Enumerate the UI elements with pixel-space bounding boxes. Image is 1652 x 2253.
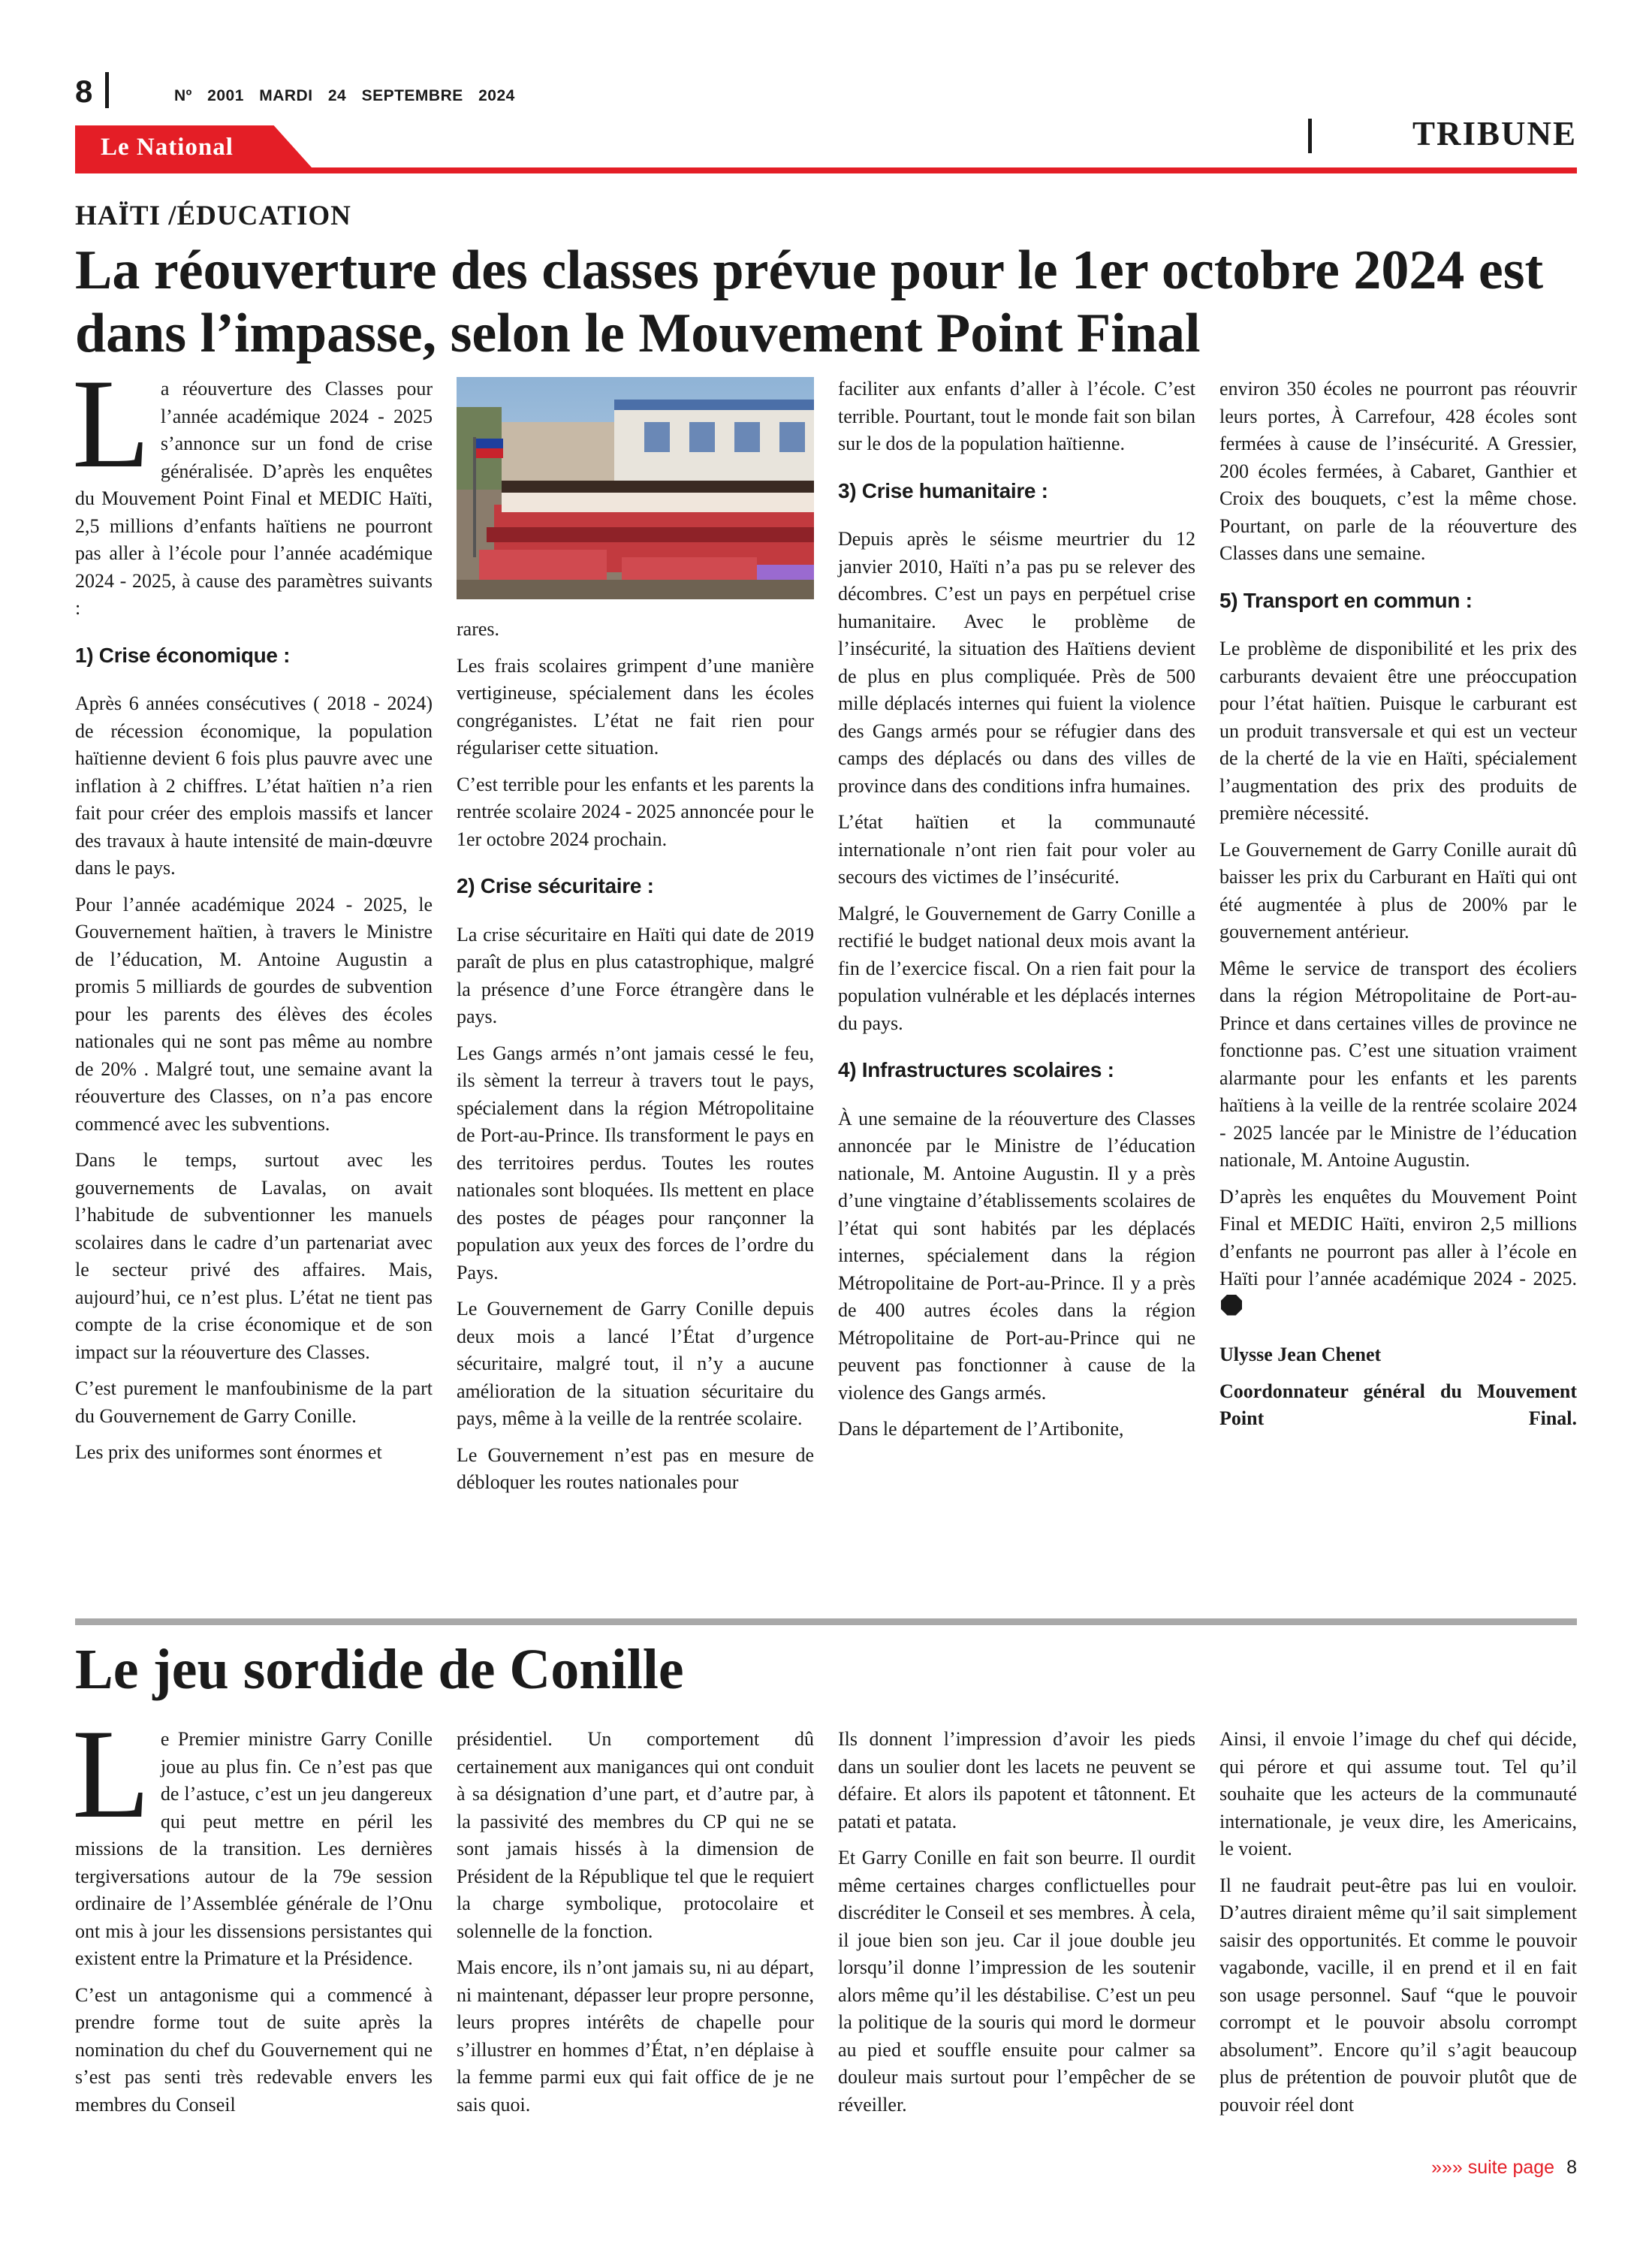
paragraph: Et Garry Conille en fait son beurre. Il ourdit même certaines charges conflictuelles pour discréditer le Conseil et ses membres. À cela, il joue bien son jeu. Car il joue double jeu lorsqu’il donne l’impression de les soutenir alors même qu’il les déstabilise. C’est un peu la politique de la souris qui mord le dormeur au pied et souffle ensuite pour calmer sa douleur mais surtout pour l’empêcher de se réveiller. xyxy=(838,1847,1195,2116)
paragraph: présidentiel. Un comportement dû certainement aux manigances qui ont conduit à sa désignation d’une part, et d’autre par, à la passivité des membres du CP qui ne se sont jamais hissés à la dimension de Président de la République tel que le requiert la charge symbolique, protocolaire et solennelle de la fonction. xyxy=(457,1728,814,1942)
paragraph: Ils donnent l’impression d’avoir les pieds dans un soulier dont les lacets ne peuvent se défaire. Et alors ils papotent et tâtonnent. Et patati et patata. xyxy=(838,1728,1195,1832)
article2-column-1 xyxy=(72,1703,433,2128)
issue-line: Nº 2001 MARDI 24 SEPTEMBRE 2024 xyxy=(174,87,515,104)
paragraph: Dans le temps, surtout avec les gouvernements de Lavalas, on avait l’habitude de subventionner les manuels scolaires dans le cadre d’un partenariat avec le secteur privé des affaires. Mais, aujourd’hui, ce n’est plus. L’état ne tient pas compte de la crise économique et de son impact sur la réouverture des Classes. xyxy=(75,1149,433,1363)
paragraph: Les frais scolaires grimpent d’une manière vertigineuse, spécialement dans les écoles congréganistes. L’état ne fait rien pour régulariser cette situation. xyxy=(457,654,814,759)
article2-column-3 xyxy=(838,1726,1195,2128)
paragraph: C’est purement le manfoubinisme de la part du Gouvernement de Garry Conille. xyxy=(75,1377,433,1427)
page-number-divider xyxy=(105,72,109,108)
paragraph: rares. xyxy=(457,618,500,640)
paragraph: C’est terrible pour les enfants et les parents la rentrée scolaire 2024 - 2025 annoncée pour le 1er octobre 2024 prochain. xyxy=(457,773,814,850)
article-headline: La réouverture des classes prévue pour le 1er octobre 2024 est dans l’impasse, selon le Mouvement Point Final xyxy=(75,240,1544,364)
section-heading: 5) Transport en commun : xyxy=(1219,588,1473,612)
article-kicker: HAÏTI /ÉDUCATION xyxy=(75,201,351,231)
section-heading: 3) Crise humanitaire : xyxy=(838,478,1048,502)
continued-link[interactable] xyxy=(1431,2157,1577,2179)
paragraph: Depuis après le séisme meurtrier du 12 janvier 2010, Haïti n’a pas pu se relever des décombres. C’est un pays en perpétuel crise humanitaire. Avec le problème de l’insécurité, la situation des Haïtiens devient de plus en plus compliquée. Près de 500 mille déplacés internes qui fuient la violence des Gangs armés pour se réfugier dans des camps des déplacés ou dans des villes de province dans des conditions infra humaines. xyxy=(838,528,1195,797)
paragraph: Le Gouvernement n’est pas en mesure de débloquer les routes nationales pour xyxy=(457,1443,814,1493)
paragraph: Ainsi, il envoie l’image du chef qui décide, qui pérore et qui assume tout. Tel qu’il souhaite que les acteurs de la communauté internationale, je veux dire, les Americains, le voient. xyxy=(1219,1728,1577,1859)
article1-column-3 xyxy=(838,376,1195,1452)
article1-column-4 xyxy=(1219,376,1577,1442)
paragraph: L’état haïtien et la communauté internationale n’ont rien fait pour voler au secours des victimes de l’insécurité. xyxy=(838,811,1195,888)
paragraph: Pour l’année académique 2024 - 2025, le Gouvernement haïtien, à travers le Ministre de l’éducation, M. Antoine Augustin a promis 5 milliards de gourdes de subvention pour les parents des élèves des écoles nationales qui ne sont pas même au nombre de 20% . Malgré tout, une semaine avant la réouverture des Classes, on n’a pas encore commencé avec les subventions. xyxy=(75,893,433,1135)
paragraph: Le Gouvernement de Garry Conille depuis deux mois a lancé l’État d’urgence sécuritaire, malgré tout, il n’y a aucune amélioration de la situation sécuritaire du pays, même à la veille de la rentrée scolaire. xyxy=(457,1298,814,1429)
paragraph: Les prix des uniformes sont énormes et xyxy=(75,1441,382,1463)
article2-column-2 xyxy=(457,1726,814,2128)
paragraph: Malgré, le Gouvernement de Garry Conille a rectifié le budget national deux mois avant la fin de l’exercice fiscal. On a rien fait pour la population vulnérable et les déplacés internes du pays. xyxy=(838,902,1195,1034)
paragraph: Même le service de transport des écoliers dans la région Métropolitaine de Port-au-Prince et dans certaines villes de province ne fonctionne pas. C’est une situation vraiment alarmante pour les enfants et les parents haïtiens à la veille de la rentrée scolaire 2024 - 2025 lancée par le Ministre de l’éducation nationale, M. Antoine Augustin. xyxy=(1219,957,1577,1171)
paragraph: Il ne faudrait peut-être pas lui en vouloir. D’autres diraient même qu’il sait simplement saisir des opportunités. Et comme le pouvoir vagabonde, vacille, il en prend et il en fait son usage personnel. Sauf “que le pouvoir corrompt et le pouvoir absolu corrompt absolument”. Encore qu’il s’agit beaucoup plus de prétention de pouvoir plutôt que de pouvoir réel dont xyxy=(1219,1874,1577,2116)
section-label: TRIBUNE xyxy=(1412,115,1577,152)
section-heading: 4) Infrastructures scolaires : xyxy=(838,1058,1114,1081)
paragraph: D’après les enquêtes du Mouvement Point Final et MEDIC Haïti, environ 2,5 millions d’enfants ne pourront pas aller à l’école en Haïti pour l’année académique 2024 - 2025. xyxy=(1219,1185,1577,1289)
paragraph: Après 6 années consécutives ( 2018 - 2024) de récession économique, la population haïtienne devient 6 fois plus pauvre avec une inflation à 2 chiffres. L’état haïtien n’a rien fait pour créer des emplois massifs et lancer des travaux à haute intensité de main-dœuvre dans le pays. xyxy=(75,692,433,879)
page-number: 8 xyxy=(75,74,93,109)
paragraph: Le problème de disponibilité et les prix des carburants devaient être une préoccupation pour l’état haïtien. Puisque le carburant est un produit transversale et qui est un vecteur de la cherté de la vie en Haïti, spécialement l’augmentation des prix des produits de première nécessité. xyxy=(1219,638,1577,824)
end-of-article-icon xyxy=(1221,1295,1242,1316)
article-intro: a réouverture des Classes pour l’année académique 2024 - 2025 s’annonce sur un fond de crise généralisée. D’après les enquêtes du Mouvement Point Final et MEDIC Haïti, 2,5 millions d’enfants haïtiens ne pourront pas aller à l’école pour l’année académique 2024 - 2025, à cause des paramètres suivants : xyxy=(75,378,433,619)
article1-column-2 xyxy=(457,616,814,1506)
paragraph: Le Gouvernement de Garry Conille aurait dû baisser les prix du Carburant en Haïti qui ont été augmentée à plus de 200% par le gouvernement antérieur. xyxy=(1219,838,1577,943)
continued-label: »»» suite page xyxy=(1431,2157,1555,2178)
paragraph: À une semaine de la réouverture des Classes annoncée par le Ministre de l’éducation nationale, M. Antoine Augustin. Il y a près d’une vingtaine d’établissements scolaires de l’état qui sont habités par les déplacés internes, spécialement dans la région Métropolitaine de Port-au-Prince. Il y a près de 400 autres écoles dans la région Métropolitaine de Port-au-Prince qui ne peuvent pas fonctionner à cause de la violence des Gangs armés. xyxy=(838,1107,1195,1404)
paragraph: Dans le département de l’Artibonite, xyxy=(838,1418,1124,1440)
drop-cap: L xyxy=(72,353,150,494)
article1-column-1 xyxy=(72,353,433,1476)
drop-cap: L xyxy=(72,1703,150,1844)
article2-headline: Le jeu sordide de Conille xyxy=(75,1638,684,1701)
paragraph: Les Gangs armés n’ont jamais cessé le feu, ils sèment la terreur à travers tout le pays, spécialement dans la région Métropolitaine de Port-au-Prince. Ils transforment le pays en des territoires perdus. Toutes les routes nationales sont bloquées. Ils mettent en place des postes de péages pour rançonner la population aux yeux des forces de l’ordre du Pays. xyxy=(457,1042,814,1283)
section-divider xyxy=(1308,119,1312,153)
continued-page: 8 xyxy=(1566,2157,1577,2178)
brand-label: Le National xyxy=(101,134,234,161)
paragraph: faciliter aux enfants d’aller à l’école. C’est terrible. Pourtant, tout le monde fait son bilan sur le dos de la population haïtienne. xyxy=(838,378,1195,454)
paragraph: Mais encore, ils n’ont jamais su, ni au départ, ni maintenant, dépasser leur propre personne, leurs propres intérêts de chapelle pour s’illustrer en hommes d’État, n’en déplaise à la femme parmi eux qui fait office de je ne sais quoi. xyxy=(457,1956,814,2116)
paragraph: environ 350 écoles ne pourront pas réouvrir leurs portes, À Carrefour, 428 écoles sont fermées à cause de l’insécurité. A Gressier, 200 écoles fermées, à Cabaret, Ganthier et Croix des bouquets, c’est la même chose. Pourtant, on parle de la réouverture des Classes dans une semaine. xyxy=(1219,378,1577,564)
article-divider xyxy=(75,1618,1577,1625)
author-name: Ulysse Jean Chenet xyxy=(1219,1344,1382,1365)
article2-column-4 xyxy=(1219,1726,1577,2128)
paragraph: La crise sécuritaire en Haïti qui date de 2019 paraît de plus en plus catastrophique, malgré la présence d’une Force étrangère dans le pays. xyxy=(457,923,814,1027)
schoolchildren-photo xyxy=(457,377,814,599)
paragraph: C’est un antagonisme qui a commencé à prendre forme tout de suite après la nomination du chef du Gouvernement qui ne s’est pas senti très redevable envers les membres du Conseil xyxy=(75,1983,433,2116)
author-role: Coordonnateur général du Mouvement Point Final. xyxy=(1219,1380,1577,1429)
article-photo xyxy=(457,377,814,599)
section-heading: 2) Crise sécuritaire : xyxy=(457,874,654,897)
header-rule xyxy=(75,167,1577,173)
section-heading: 1) Crise économique : xyxy=(75,643,291,667)
paragraph: e Premier ministre Garry Conille joue au plus fin. Ce n’est pas que de l’astuce, c’est un jeu dangereux qui peut mettre en péril les missions de la transition. Les dernières tergiversations autour de la 79e session ordinaire de l’Assemblée générale de l’Onu ont mis à jour les dissensions persistantes qui existent entre la Primature et la Présidence. xyxy=(75,1728,433,1969)
